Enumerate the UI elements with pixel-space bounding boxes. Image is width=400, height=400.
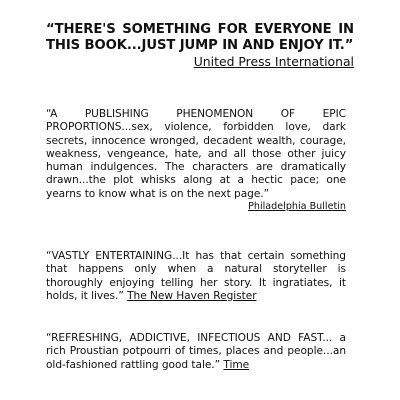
review-time xyxy=(46,332,346,372)
review-quote: “VASTLY ENTERTAINING...It has that certain something that happens only when a natural storyteller is thoroughly enjoying telling her story. It ingratiates, it holds, it lives.” xyxy=(46,250,346,302)
review-new-haven-register xyxy=(46,250,346,303)
review-quote: “A PUBLISHING PHENOMENON OF EPIC PROPORTIONS...sex, violence, forbidden love, dark secrets, innocence wronged, decadent wealth, courage, weakness, vengeance, hate, and all those other juicy human indulgences. The characters are dramatically drawn...the plot whisks along at a hectic pace; one yearns to know what is on the next page.” xyxy=(46,108,346,200)
review-philadelphia-bulletin xyxy=(46,108,346,213)
review-quote-wrapper xyxy=(46,250,346,303)
review-quote-wrapper xyxy=(46,332,346,372)
review-quote: “THERE'S SOMETHING FOR EVERYONE IN THIS BOOK...JUST JUMP IN AND ENJOY IT.” xyxy=(46,22,354,53)
review-upi xyxy=(46,22,354,69)
review-source: The New Haven Register xyxy=(127,289,257,302)
review-source: Philadelphia Bulletin xyxy=(248,201,346,213)
review-source: Time xyxy=(223,358,250,371)
review-quote: “REFRESHING, ADDICTIVE, INFECTIOUS AND FAST... a rich Proustian potpourri of times, places and people...an old-fashioned rattling good tale.” xyxy=(46,332,346,371)
review-source: United Press International xyxy=(193,54,354,69)
